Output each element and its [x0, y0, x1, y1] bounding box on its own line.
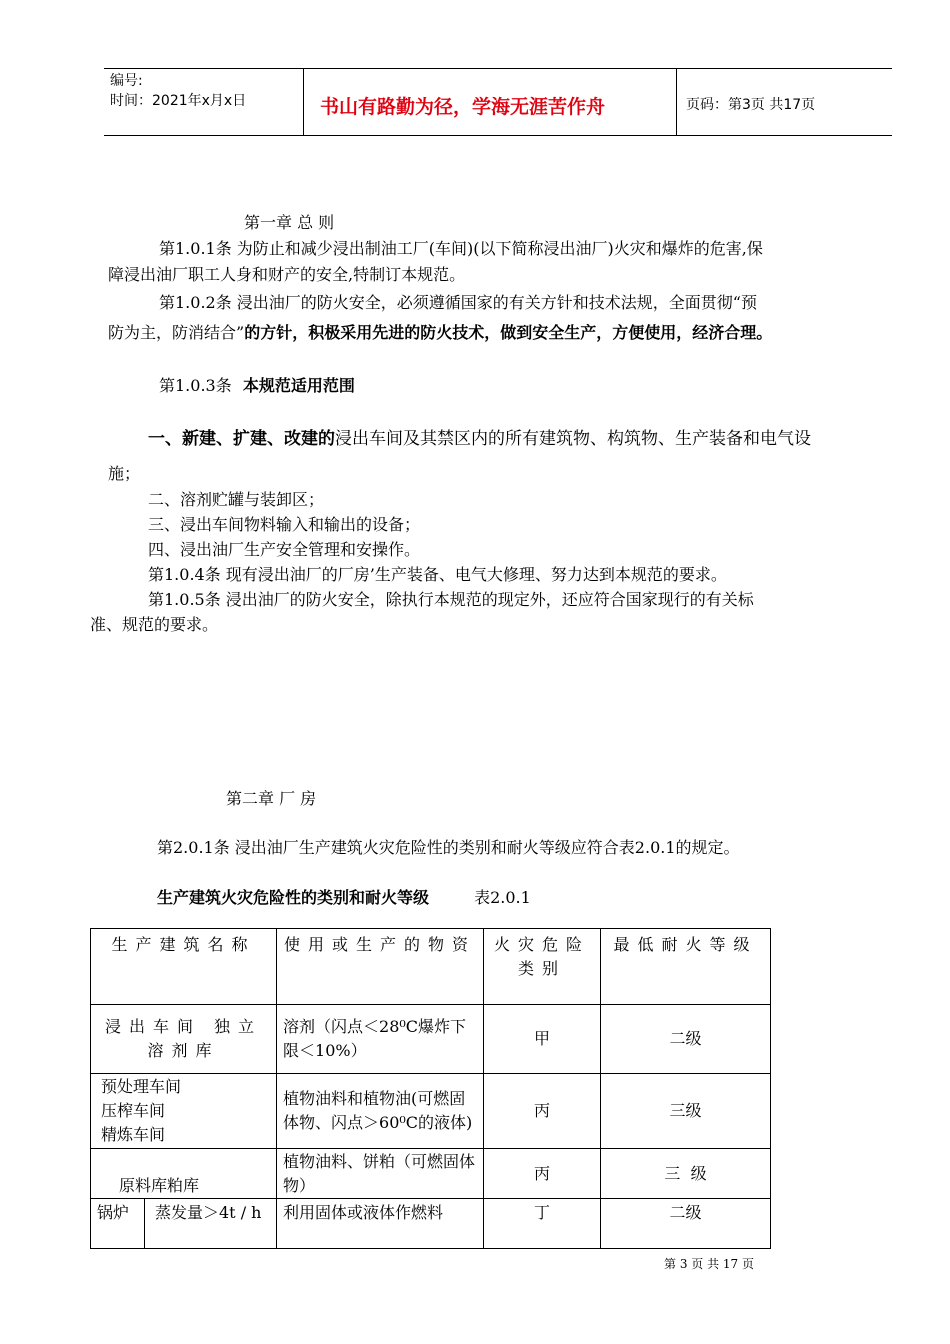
article-1-0-3-title: 本规范适用范围 [242, 376, 355, 395]
header-motto: 书山有路勤为径，学海无涯苦作舟 [320, 96, 606, 118]
header-number-label: 编号: [110, 73, 143, 89]
article-1-0-1-line2: 障浸出油厂职工人身和财产的安全,特制订本规范。 [108, 265, 466, 284]
row2-material: 植物油料和植物油(可燃固体物、闪点＞60⁰C的液体) [277, 1074, 484, 1149]
header-page-label: 页码：第3页 共17页 [686, 97, 816, 113]
header-bottom-rule [104, 135, 892, 136]
article-1-0-2-line2 [108, 320, 772, 343]
row2-hazard: 丙 [484, 1074, 601, 1149]
header-divider-left [303, 68, 304, 136]
row2-building-line: 预处理车间 [101, 1077, 182, 1096]
scope-item-3: 三、浸出车间物料输入和输出的设备； [148, 515, 421, 534]
table-caption-title: 生产建筑火灾危险性的类别和耐火等级 [157, 888, 430, 907]
header-rating: 最低耐火等级 [601, 929, 771, 1005]
table-row [91, 1149, 771, 1199]
header-top-rule [104, 68, 892, 69]
article-1-0-4: 第1.0.4条 现有浸出油厂的厂房’生产装备、电气大修理、努力达到本规范的要求。 [148, 565, 727, 584]
row4-material: 利用固体或液体作燃料 [277, 1199, 484, 1249]
row2-rating: 三级 [601, 1074, 771, 1149]
chapter1-title: 第一章 总 则 [244, 213, 335, 232]
header-time-label: 时间：2021年x月x日 [110, 93, 247, 109]
article-1-0-2-policy: 的方针，积极采用先进的防火技术，做到安全生产，方便使用，经济合理。 [244, 323, 773, 342]
row1-material: 溶剂（闪点＜28⁰C爆炸下限＜10%） [277, 1005, 484, 1074]
row2-building [91, 1074, 277, 1149]
row4-hazard: 丁 [484, 1199, 601, 1249]
scope-item-2: 二、溶剂贮罐与装卸区； [148, 490, 325, 509]
header-building: 生产建筑名称 [91, 929, 277, 1005]
table-row [91, 1199, 771, 1249]
article-1-0-2-quote: 防为主，防消结合” [108, 323, 245, 342]
header-material: 使用或生产的物资 [277, 929, 484, 1005]
article-1-0-1-line1: 第1.0.1条 为防止和减少浸出制油工厂(车间)(以下简称浸出油厂)火灾和爆炸的危害,保 [159, 239, 763, 258]
row3-rating: 三 级 [601, 1149, 771, 1199]
scope-item-1-text: 浸出车间及其禁区内的所有建筑物、构筑物、生产装备和电气设 [335, 429, 811, 449]
header-hazard: 火灾危险类别 [484, 929, 601, 1005]
table-caption [157, 885, 531, 908]
article-1-0-3 [159, 373, 355, 396]
row2-building-line: 精炼车间 [101, 1125, 166, 1144]
row3-material: 植物油料、饼粕（可燃固体物） [277, 1149, 484, 1199]
table-row [91, 1005, 771, 1074]
table-row [91, 1074, 771, 1149]
row3-hazard: 丙 [484, 1149, 601, 1199]
row1-rating: 二级 [601, 1005, 771, 1074]
table-header-row [91, 929, 771, 1005]
article-2-0-1: 第2.0.1条 浸出油厂生产建筑火灾危险性的类别和耐火等级应符合表2.0.1的规定。 [157, 838, 740, 857]
row1-hazard: 甲 [484, 1005, 601, 1074]
row4-sub: 蒸发量＞4t / h [145, 1199, 277, 1249]
scope-item-4: 四、浸出油厂生产安全管理和安操作。 [148, 540, 421, 559]
page-footer: 第 3 页 共 17 页 [664, 1257, 754, 1271]
row4-rating: 二级 [601, 1199, 771, 1249]
row3-building: 原料库粕库 [91, 1149, 277, 1199]
article-1-0-2-line1: 第1.0.2条 浸出油厂的防火安全，必须遵循国家的有关方针和技术法规，全面贯彻“预 [159, 293, 757, 312]
article-1-0-5-line2: 准、规范的要求。 [90, 615, 219, 634]
row2-building-line: 压榨车间 [101, 1101, 166, 1120]
row4-building: 锅炉 [91, 1199, 145, 1249]
row1-building: 浸出车间 独立溶剂库 [91, 1005, 277, 1074]
article-1-0-5-line1: 第1.0.5条 浸出油厂的防火安全，除执行本规范的现定外，还应符合国家现行的有关标 [148, 590, 754, 609]
scope-item-1 [148, 424, 811, 449]
header-divider-right [676, 68, 677, 136]
scope-item-1-cont: 施； [108, 464, 141, 483]
chapter2-title: 第二章 厂 房 [226, 789, 317, 808]
fire-hazard-table [90, 928, 771, 1249]
scope-item-1-bold: 一、新建、扩建、改建的 [148, 429, 335, 449]
article-1-0-3-number: 第1.0.3条 [159, 376, 232, 395]
table-caption-number: 表2.0.1 [474, 888, 531, 907]
